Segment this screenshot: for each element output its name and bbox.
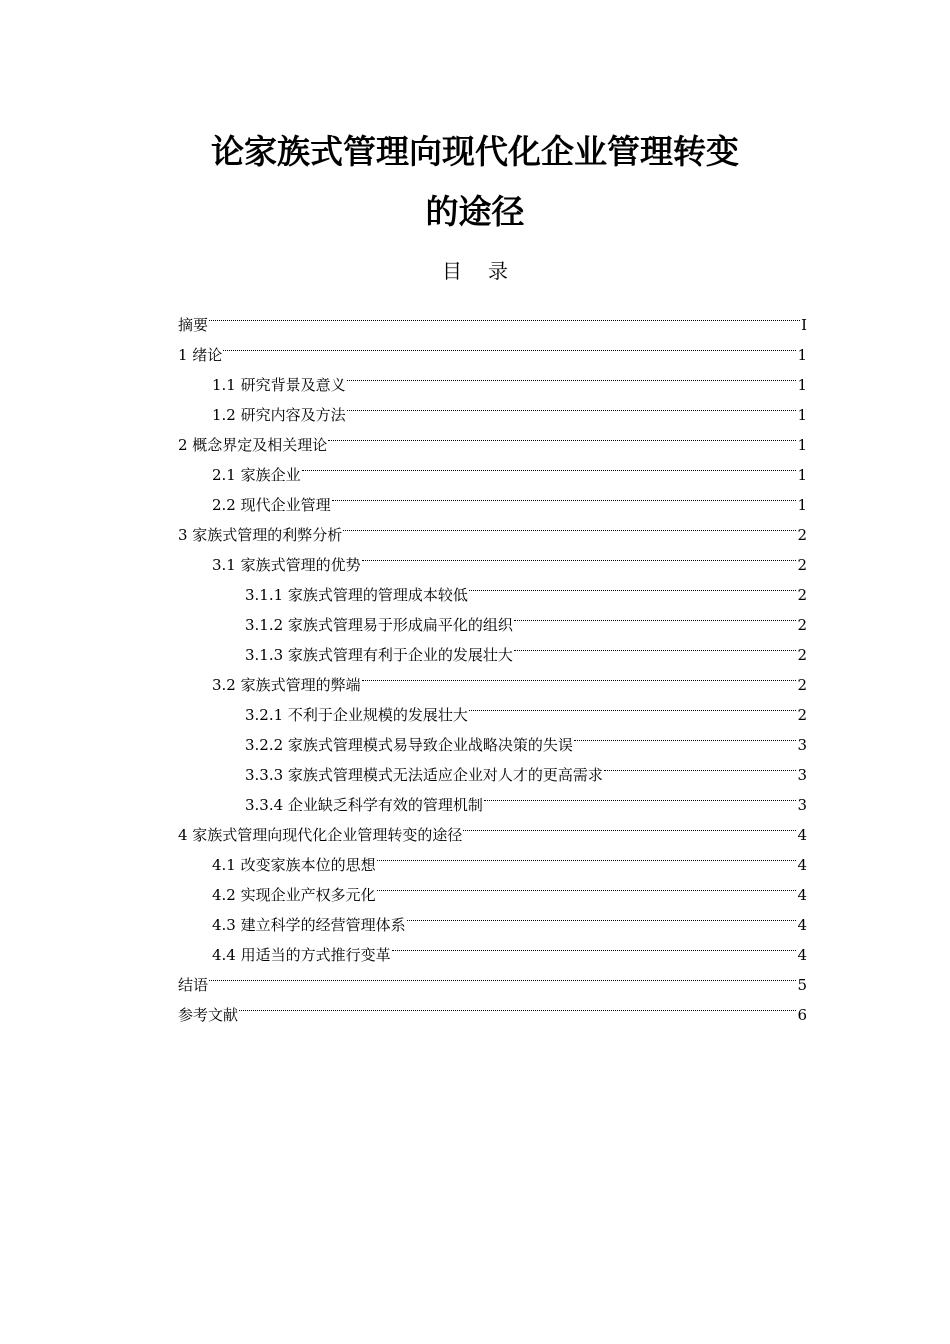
toc-dot-leader bbox=[209, 960, 796, 990]
toc-entry-page-number: 4 bbox=[797, 826, 807, 844]
toc-entry-label: 3.3.3 家族式管理模式无法适应企业对人才的更高需求 bbox=[245, 766, 603, 784]
toc-entry-page-number: 4 bbox=[797, 886, 807, 904]
toc-entry-label: 2 概念界定及相关理论 bbox=[178, 436, 328, 454]
toc-entry[interactable] bbox=[178, 360, 807, 394]
toc-entry-label: 3.3.4 企业缺乏科学有效的管理机制 bbox=[245, 796, 483, 814]
toc-entry-page-number: 2 bbox=[797, 706, 807, 724]
toc-entry-label: 3.2.2 家族式管理模式易导致企业战略决策的失误 bbox=[245, 736, 573, 754]
document-title-line1: 论家族式管理向现代化企业管理转变 bbox=[211, 132, 739, 171]
toc-entry-label: 1 绪论 bbox=[178, 346, 223, 364]
toc-entry-page-number: 3 bbox=[797, 736, 807, 754]
toc-heading-left: 目 bbox=[442, 259, 462, 283]
toc-entry[interactable] bbox=[178, 990, 807, 1024]
toc-entry-label: 摘要 bbox=[178, 316, 209, 334]
toc-entry-page-number: 2 bbox=[797, 646, 807, 664]
toc-entry-label: 3.1.3 家族式管理有利于企业的发展壮大 bbox=[245, 646, 513, 664]
toc-entry-page-number: 2 bbox=[797, 616, 807, 634]
toc-heading-right: 录 bbox=[488, 259, 508, 283]
toc-entry-page-number: 3 bbox=[797, 766, 807, 784]
toc-entry-label: 结语 bbox=[178, 976, 209, 994]
toc-entry-page-number: 1 bbox=[797, 466, 807, 484]
table-of-contents bbox=[178, 300, 807, 1024]
toc-dot-leader bbox=[347, 390, 797, 420]
toc-dot-leader bbox=[377, 870, 797, 900]
toc-heading bbox=[0, 258, 950, 284]
toc-entry-page-number: 4 bbox=[797, 916, 807, 934]
toc-dot-leader bbox=[484, 780, 797, 810]
toc-entry-label: 4 家族式管理向现代化企业管理转变的途径 bbox=[178, 826, 463, 844]
toc-entry-label: 参考文献 bbox=[178, 1006, 239, 1024]
toc-dot-leader bbox=[362, 660, 797, 690]
toc-dot-leader bbox=[362, 540, 797, 570]
toc-dot-leader bbox=[332, 480, 797, 510]
toc-entry-page-number: 4 bbox=[797, 856, 807, 874]
toc-entry[interactable] bbox=[178, 960, 807, 994]
toc-entry-page-number: 6 bbox=[797, 1006, 807, 1024]
toc-dot-leader bbox=[377, 840, 797, 870]
toc-entry-label: 3.1.1 家族式管理的管理成本较低 bbox=[245, 586, 468, 604]
toc-dot-leader bbox=[407, 900, 797, 930]
toc-entry-page-number: 2 bbox=[797, 556, 807, 574]
toc-entry-page-number: 5 bbox=[797, 976, 807, 994]
toc-dot-leader bbox=[469, 570, 797, 600]
toc-entry-page-number: 1 bbox=[797, 346, 807, 364]
toc-entry-label: 3 家族式管理的利弊分析 bbox=[178, 526, 343, 544]
toc-entry-label: 3.1 家族式管理的优势 bbox=[212, 556, 361, 574]
toc-entry-label: 4.2 实现企业产权多元化 bbox=[212, 886, 376, 904]
toc-dot-leader bbox=[469, 690, 797, 720]
toc-entry-label: 3.1.2 家族式管理易于形成扁平化的组织 bbox=[245, 616, 513, 634]
toc-entry-page-number: I bbox=[801, 316, 807, 334]
toc-entry-label: 2.2 现代企业管理 bbox=[212, 496, 331, 514]
toc-entry-page-number: 4 bbox=[797, 946, 807, 964]
toc-entry-label: 3.2.1 不利于企业规模的发展壮大 bbox=[245, 706, 468, 724]
toc-entry-label: 1.1 研究背景及意义 bbox=[212, 376, 346, 394]
toc-dot-leader bbox=[209, 300, 800, 330]
toc-dot-leader bbox=[223, 330, 796, 360]
toc-entry-label: 1.2 研究内容及方法 bbox=[212, 406, 346, 424]
toc-dot-leader bbox=[463, 810, 796, 840]
toc-dot-leader bbox=[514, 630, 797, 660]
toc-entry-page-number: 2 bbox=[797, 586, 807, 604]
toc-dot-leader bbox=[302, 450, 797, 480]
toc-entry-page-number: 1 bbox=[797, 406, 807, 424]
toc-entry-page-number: 3 bbox=[797, 796, 807, 814]
toc-dot-leader bbox=[347, 360, 797, 390]
toc-entry[interactable] bbox=[178, 300, 807, 334]
document-title-line2: 的途径 bbox=[425, 192, 525, 231]
toc-entry-label: 2.1 家族企业 bbox=[212, 466, 301, 484]
toc-dot-leader bbox=[328, 420, 796, 450]
toc-entry-page-number: 2 bbox=[797, 526, 807, 544]
toc-entry-page-number: 1 bbox=[797, 496, 807, 514]
toc-entry-label: 4.1 改变家族本位的思想 bbox=[212, 856, 376, 874]
toc-dot-leader bbox=[514, 600, 797, 630]
toc-dot-leader bbox=[239, 990, 796, 1020]
toc-entry-page-number: 1 bbox=[797, 436, 807, 454]
toc-entry-label: 4.3 建立科学的经营管理体系 bbox=[212, 916, 406, 934]
toc-entry[interactable] bbox=[178, 330, 807, 364]
toc-dot-leader bbox=[604, 750, 797, 780]
toc-dot-leader bbox=[574, 720, 797, 750]
toc-entry-page-number: 2 bbox=[797, 676, 807, 694]
toc-dot-leader bbox=[392, 930, 797, 960]
toc-entry-label: 3.2 家族式管理的弊端 bbox=[212, 676, 361, 694]
toc-dot-leader bbox=[343, 510, 796, 540]
toc-entry-page-number: 1 bbox=[797, 376, 807, 394]
toc-entry-label: 4.4 用适当的方式推行变革 bbox=[212, 946, 391, 964]
